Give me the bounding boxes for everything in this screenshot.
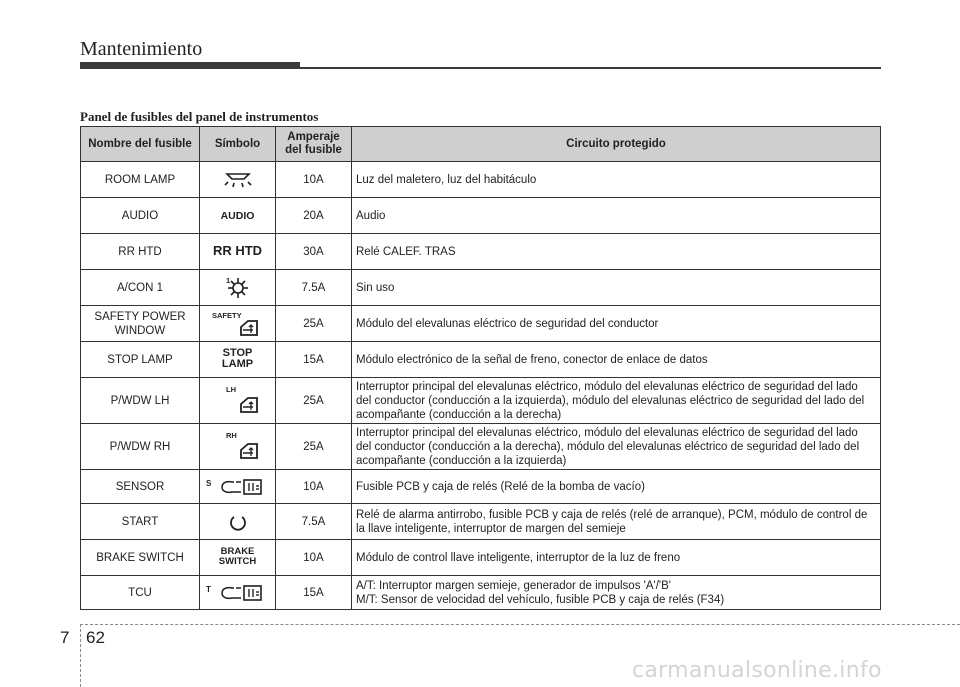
fuse-amperage: 7.5A: [276, 504, 352, 540]
symbol-superscript: T: [206, 585, 211, 594]
fuse-circuit: Fusible PCB y caja de relés (Relé de la bomba de vacío): [352, 470, 881, 504]
table-row: [81, 198, 881, 234]
column-header-symbol: Símbolo: [200, 127, 276, 162]
table-row: [81, 540, 881, 576]
footer-rule: [80, 624, 960, 626]
table-header-row: [81, 127, 881, 162]
chapter-number: 7: [60, 628, 70, 647]
symbol-label: RR HTD: [212, 242, 263, 258]
fuse-name: A/CON 1: [81, 270, 200, 306]
fuse-circuit: Audio: [352, 198, 881, 234]
column-header-amperage: Amperaje del fusible: [276, 127, 352, 162]
symbol-label: STOP LAMP: [221, 347, 254, 370]
table-row: [81, 270, 881, 306]
table-row: [81, 424, 881, 470]
header-rule-thin: [80, 67, 881, 69]
fuse-amperage: 10A: [276, 540, 352, 576]
table-row: [81, 576, 881, 610]
symbol-superscript: 1: [226, 276, 231, 285]
table-row: [81, 234, 881, 270]
fuse-amperage: 25A: [276, 378, 352, 424]
fuse-name: ROOM LAMP: [81, 162, 200, 198]
table-row: [81, 342, 881, 378]
power-window-icon: [239, 396, 259, 414]
symbol-superscript: LH: [226, 385, 236, 394]
fuse-symbol: [200, 162, 276, 198]
fuse-name: TCU: [81, 576, 200, 610]
power-window-icon: [239, 442, 259, 460]
symbol-superscript: RH: [226, 431, 237, 440]
fuse-symbol: [200, 470, 276, 504]
fuse-symbol: [200, 306, 276, 342]
table-row: [81, 504, 881, 540]
table-row: [81, 162, 881, 198]
fuse-symbol: [200, 424, 276, 470]
fuse-circuit: Relé de alarma antirrobo, fusible PCB y caja de relés (relé de arranque), PCM, módulo de control de la llave inteligente, interruptor de margen del semieje: [352, 504, 881, 540]
fuse-name: START: [81, 504, 200, 540]
fuse-name: P/WDW LH: [81, 378, 200, 424]
fuse-symbol: [200, 198, 276, 234]
watermark: carmanualsonline.info: [632, 658, 882, 683]
fuse-symbol: [200, 540, 276, 576]
symbol-label: AUDIO: [220, 209, 255, 222]
symbol-label: BRAKE SWITCH: [218, 546, 257, 567]
footer-divider: [80, 624, 82, 687]
fuse-circuit: Módulo de control llave inteligente, interruptor de la luz de freno: [352, 540, 881, 576]
symbol-superscript: S: [206, 479, 212, 488]
fuse-circuit: A/T: Interruptor margen semieje, generador de impulsos 'A'/'B' M/T: Sensor de velocidad del vehículo, fusible PCB y caja de relés (F34): [352, 576, 881, 610]
fuse-circuit: Módulo del elevalunas eléctrico de seguridad del conductor: [352, 306, 881, 342]
fuse-name: RR HTD: [81, 234, 200, 270]
column-header-circuit: Circuito protegido: [352, 127, 881, 162]
fuse-amperage: 25A: [276, 424, 352, 470]
fuse-circuit: Luz del maletero, luz del habitáculo: [352, 162, 881, 198]
fuse-name: SENSOR: [81, 470, 200, 504]
fuse-amperage: 20A: [276, 198, 352, 234]
page-header-title: Mantenimiento: [80, 38, 203, 60]
fuse-name: SAFETY POWER WINDOW: [81, 306, 200, 342]
fuse-name: STOP LAMP: [81, 342, 200, 378]
table-row: [81, 306, 881, 342]
table-row: [81, 378, 881, 424]
fuse-circuit: Interruptor principal del elevalunas eléctrico, módulo del elevalunas eléctrico de seguridad del lado del conductor (conducción a la izquierda), módulo del elevalunas eléctrico de seguridad del lado del acompañante (conducción a la derecha): [352, 378, 881, 424]
symbol-superscript: SAFETY: [212, 311, 242, 320]
fuse-circuit: Relé CALEF. TRAS: [352, 234, 881, 270]
fuse-table: [80, 126, 881, 610]
fuse-symbol: [200, 270, 276, 306]
column-header-name: Nombre del fusible: [81, 127, 200, 162]
section-title: Panel de fusibles del panel de instrumentos: [80, 109, 319, 124]
fuse-circuit: Sin uso: [352, 270, 881, 306]
fuse-circuit: Módulo electrónico de la señal de freno, conector de enlace de datos: [352, 342, 881, 378]
fuse-amperage: 25A: [276, 306, 352, 342]
fuse-amperage: 10A: [276, 470, 352, 504]
table-row: [81, 470, 881, 504]
fuse-amperage: 15A: [276, 576, 352, 610]
start-icon: [227, 511, 249, 533]
fuse-symbol: [200, 576, 276, 610]
engine-icon: [219, 478, 265, 496]
fuse-name: BRAKE SWITCH: [81, 540, 200, 576]
fuse-amperage: 15A: [276, 342, 352, 378]
fuse-amperage: 7.5A: [276, 270, 352, 306]
engine-icon: [219, 584, 265, 602]
fuse-symbol: [200, 378, 276, 424]
fuse-symbol: [200, 234, 276, 270]
fuse-name: P/WDW RH: [81, 424, 200, 470]
page-number: 62: [86, 628, 105, 647]
fuse-amperage: 30A: [276, 234, 352, 270]
fuse-name: AUDIO: [81, 198, 200, 234]
fuse-symbol: [200, 504, 276, 540]
fuse-symbol: [200, 342, 276, 378]
room-lamp-icon: [223, 169, 253, 191]
fuse-amperage: 10A: [276, 162, 352, 198]
fuse-circuit: Interruptor principal del elevalunas eléctrico, módulo del elevalunas eléctrico de seguridad del lado del conductor (conducción a la derecha), módulo del elevalunas eléctrico de seguridad del lado del acompañante (conducción a la izquierda): [352, 424, 881, 470]
